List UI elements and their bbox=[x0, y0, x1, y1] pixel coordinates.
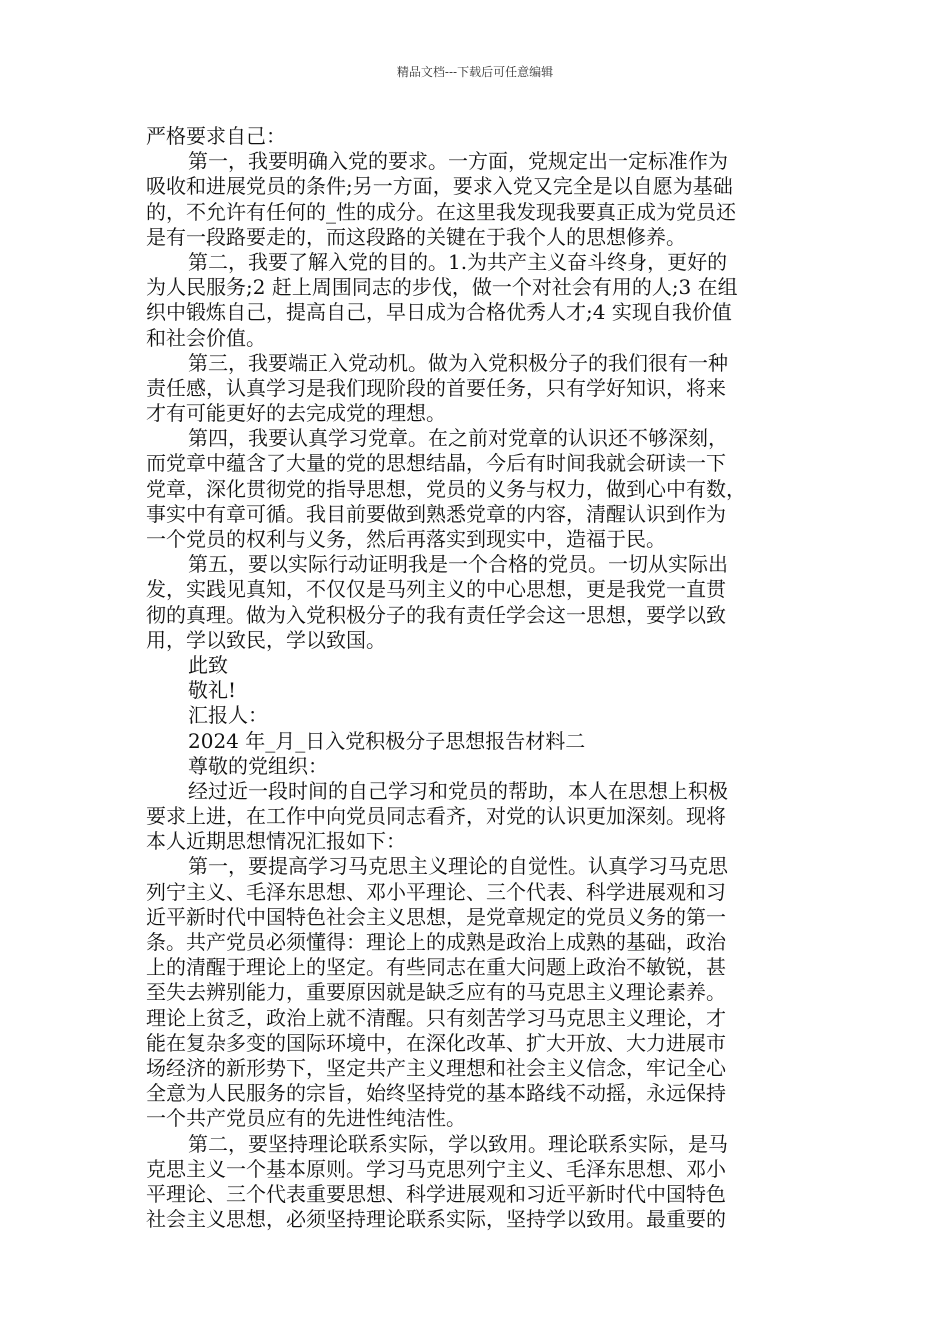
text-line: 的，不允许有任何的_性的成分。在这里我发现我要真正成为党员还 bbox=[146, 199, 736, 224]
text-line: 吸收和进展党员的条件;另一方面，要求入党又完全是以自愿为基础 bbox=[146, 174, 733, 199]
text-line: 第五，要以实际行动证明我是一个合格的党员。一切从实际出 bbox=[188, 552, 728, 577]
text-line: 社会主义思想，必须坚持理论联系实际，坚持学以致用。最重要的 bbox=[146, 1207, 726, 1232]
text-line: 能在复杂多变的国际环境中，在深化改革、扩大开放、大力进展市 bbox=[146, 1030, 726, 1055]
text-line: 严格要求自己： bbox=[146, 124, 286, 148]
text-line: 织中锻炼自己，提高自己，早日成为合格优秀人才;4 实现自我价值 bbox=[146, 300, 732, 325]
text-line: 才有可能更好的去完成党的理想。 bbox=[146, 401, 446, 426]
text-line: 为人民服务;2 赶上周围同志的步伐，做一个对社会有用的人;3 在组 bbox=[146, 275, 738, 300]
text-line: 克思主义一个基本原则。学习马克思列宁主义、毛泽东思想、邓小 bbox=[146, 1156, 726, 1181]
document-body bbox=[146, 124, 822, 1232]
text-line: 经过近一段时间的自己学习和党员的帮助，本人在思想上积极 bbox=[188, 778, 728, 803]
text-line: 本人近期思想情况汇报如下： bbox=[146, 829, 406, 854]
text-line: 理论上贫乏，政治上就不清醒。只有刻苦学习马克思主义理论，才 bbox=[146, 1005, 726, 1030]
text-line: 场经济的新形势下，坚定共产主义理想和社会主义信念，牢记全心 bbox=[146, 1055, 726, 1080]
text-line: 此致 bbox=[188, 652, 228, 677]
text-line: 事实中有章可循。我目前要做到熟悉党章的内容，清醒认识到作为 bbox=[146, 501, 726, 526]
text-line: 第二，要坚持理论联系实际，学以致用。理论联系实际，是马 bbox=[188, 1131, 728, 1156]
text-line: 一个党员的权利与义务，然后再落实到现实中，造福于民。 bbox=[146, 527, 666, 551]
text-line: 而党章中蕴含了大量的党的思想结晶，今后有时间我就会研读一下 bbox=[146, 451, 726, 476]
text-line: 责任感，认真学习是我们现阶段的首要任务，只有学好知识，将来 bbox=[146, 375, 726, 400]
text-line: 第一，要提高学习马克思主义理论的自觉性。认真学习马克思 bbox=[188, 854, 728, 879]
text-line: 列宁主义、毛泽东思想、邓小平理论、三个代表、科学进展观和习 bbox=[146, 879, 726, 904]
text-line: 2024 年_月_日入党积极分子思想报告材料二 bbox=[188, 728, 586, 753]
text-line: 彻的真理。做为入党积极分子的我有责任学会这一思想，要学以致 bbox=[146, 602, 726, 627]
text-line: 全意为人民服务的宗旨，始终坚持党的基本路线不动摇，永远保持 bbox=[146, 1081, 726, 1106]
text-line: 用，学以致民，学以致国。 bbox=[146, 627, 386, 652]
text-line: 第四，我要认真学习党章。在之前对党章的认识还不够深刻， bbox=[188, 426, 728, 451]
text-line: 汇报人： bbox=[188, 703, 268, 728]
text-line: 上的清醒于理论上的坚定。有些同志在重大问题上政治不敏锐，甚 bbox=[146, 955, 726, 980]
page-header: 精品文档---下载后可任意编辑 bbox=[396, 65, 554, 79]
text-line: 敬礼! bbox=[188, 678, 237, 703]
text-line: 平理论、三个代表重要思想、科学进展观和习近平新时代中国特色 bbox=[146, 1181, 726, 1206]
text-line: 条。共产党员必须懂得：理论上的成熟是政治上成熟的基础，政治 bbox=[146, 930, 726, 954]
text-line: 发，实践见真知，不仅仅是马列主义的中心思想，更是我党一直贯 bbox=[146, 577, 726, 602]
text-line: 至失去辨别能力，重要原因就是缺乏应有的马克思主义理论素养。 bbox=[146, 980, 726, 1005]
text-line: 要求上进，在工作中向党员同志看齐，对党的认识更加深刻。现将 bbox=[146, 804, 726, 829]
text-line: 第三，我要端正入党动机。做为入党积极分子的我们很有一种 bbox=[188, 350, 728, 375]
text-line: 近平新时代中国特色社会主义思想，是党章规定的党员义务的第一 bbox=[146, 904, 726, 929]
text-line: 第一，我要明确入党的要求。一方面，党规定出一定标准作为 bbox=[188, 149, 728, 174]
text-line: 党章，深化贯彻党的指导思想，党员的义务与权力，做到心中有数， bbox=[146, 476, 746, 501]
text-line: 是有一段路要走的，而这段路的关键在于我个人的思想修养。 bbox=[146, 224, 686, 249]
text-line: 一个共产党员应有的先进性纯洁性。 bbox=[146, 1106, 466, 1131]
text-line: 和社会价值。 bbox=[146, 325, 266, 350]
text-line: 尊敬的党组织： bbox=[188, 753, 328, 778]
text-line: 第二，我要了解入党的目的。1.为共产主义奋斗终身，更好的 bbox=[188, 249, 728, 274]
